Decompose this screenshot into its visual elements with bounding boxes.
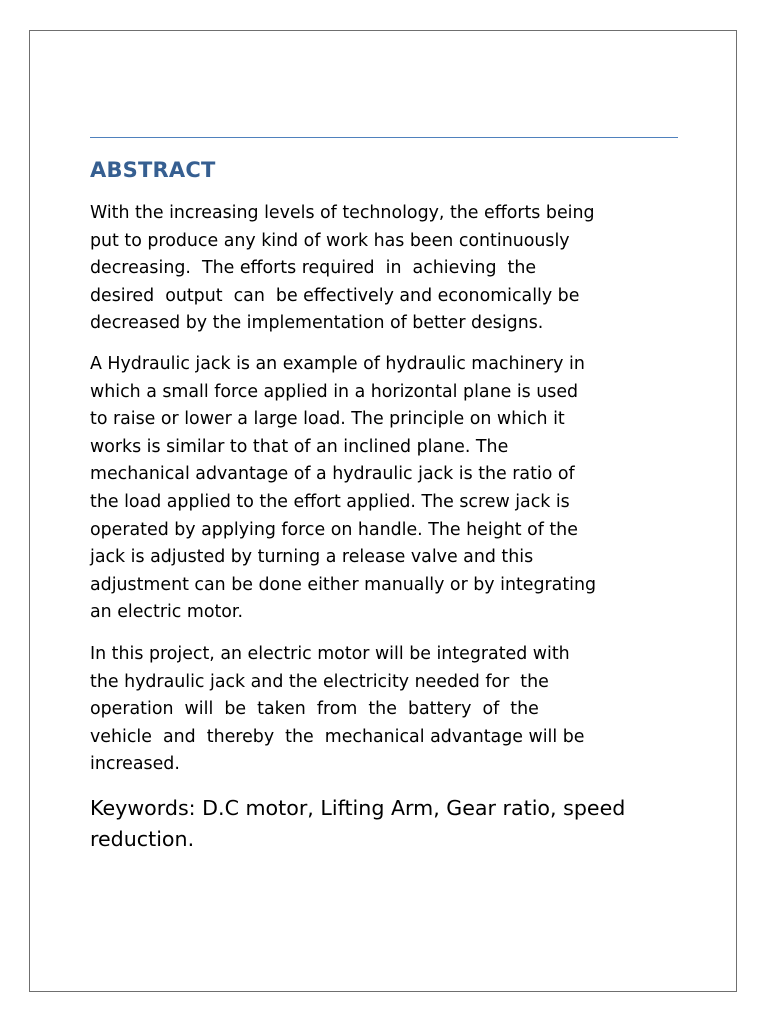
- paragraph-hydraulic-jack: A Hydraulic jack is an example of hydraulic machinery in which a small force applied in a horizontal plane is used to raise or lower a large load. The principle on which it works is similar to that of an inclined plane. The mechanical advantage of a hydraulic jack is the ratio of the load applied to the effort applied. The screw jack is operated by applying force on handle. The height of the jack is adjusted by turning a release valve and this adjustment can be done either manually or by integrating an electric motor.: [90, 354, 597, 623]
- keywords: Keywords: D.C motor, Lifting Arm, Gear ratio, speed reduction.: [90, 796, 626, 851]
- paragraph-project: In this project, an electric motor will be integrated with the hydraulic jack and the electricity needed for the operation will be taken from the battery of the vehicle and thereby the mechanical advantage will be increased.: [90, 644, 585, 775]
- abstract-heading: ABSTRACT: [90, 158, 216, 182]
- paragraph-technology: With the increasing levels of technology, the efforts being put to produce any kind of work has been continuously decreasing. The efforts required in achieving the desired output can be effectively and economically be decreased by the implementation of better designs.: [90, 203, 595, 334]
- heading-rule: [90, 137, 678, 138]
